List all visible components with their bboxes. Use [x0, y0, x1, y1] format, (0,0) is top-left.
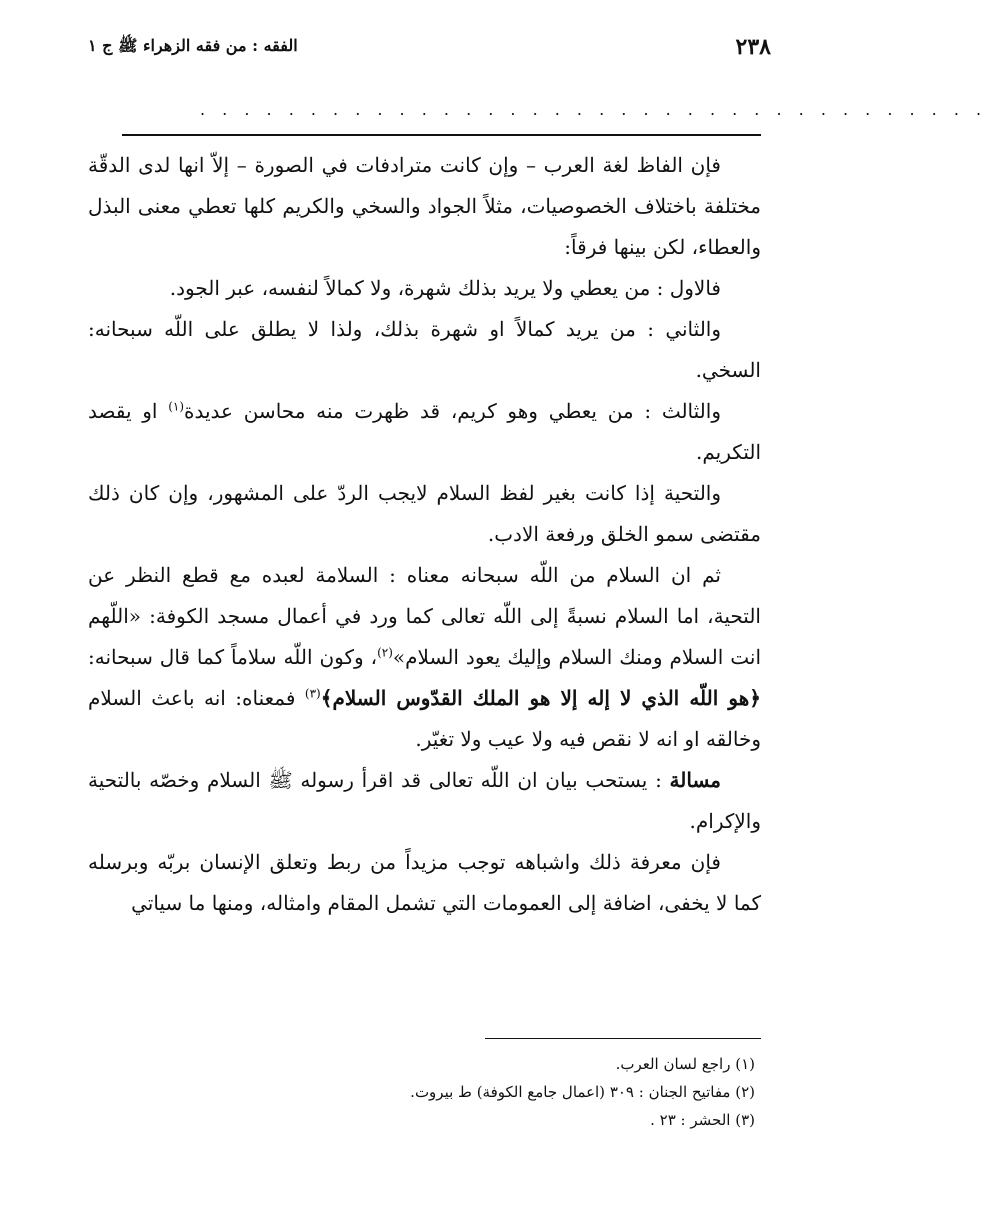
page-header — [88, 30, 771, 64]
footnote: (٢) مفاتيح الجنان : ٣٠٩ (اعمال جامع الكوفة) ط بيروت. — [410, 1083, 755, 1101]
quran-quote: ﴿هو اللّه الذي لا إله إلا هو الملك القدّوس السلام﴾ — [320, 686, 761, 710]
main-text — [88, 145, 761, 924]
footnote-rule — [485, 1038, 761, 1039]
paragraph — [88, 760, 761, 842]
footnote-ref: (١) — [168, 399, 185, 414]
paragraph-text: : يستحب بيان ان اللّه تعالى قد اقرأ رسوله ﷺ السلام وخصّه بالتحية والإكرام. — [88, 768, 761, 833]
paragraph: والثاني : من يريد كمالاً او شهرة بذلك، ولذا لا يطلق على اللّه سبحانه: السخي. — [88, 317, 761, 382]
paragraph-text: او يقصد التكريم. — [88, 399, 761, 464]
footnote-ref: (٣) — [304, 686, 321, 701]
footnotes — [88, 1050, 755, 1134]
paragraph-text: والثالث : من يعطي وهو كريم، قد ظهرت منه محاسن عديدة — [184, 399, 721, 423]
issue-label: مسالة — [669, 768, 721, 792]
footnote: (١) راجع لسان العرب. — [615, 1055, 755, 1073]
page-number: ٢٣٨ — [735, 34, 771, 60]
footnote: (٣) الحشر : ٢٣ . — [650, 1111, 755, 1129]
running-title: الفقه : من فقه الزهراء ﷺ ج ١ — [88, 35, 298, 55]
paragraph: فالاول : من يعطي ولا يريد بذلك شهرة، ولا كمالاً لنفسه، عبر الجود. — [169, 276, 721, 300]
paragraph: والتحية إذا كانت بغير لفظ السلام لايجب الردّ على المشهور، وإن كان ذلك مقتضى سمو الخلق ورفعة الادب. — [88, 481, 761, 546]
paragraph-text: ثم ان السلام من اللّه سبحانه معناه : السلامة لعبده مع قطع النظر عن التحية، اما السلام نسبةً إلى اللّه تعالى كما ورد في أعمال مسجد الكوفة: «اللّهم انت السلام ومنك السلام وإليك يعود السلام» — [88, 563, 762, 669]
paragraph: فإن معرفة ذلك واشباهه توجب مزيداً من ربط وتعلق الإنسان بربّه وبرسله كما لا يخفى، اضافة إلى العمومات التي تشمل المقام وامثاله، ومنها ما سياتي — [88, 850, 761, 915]
top-rule — [88, 134, 761, 136]
paragraph: فإن الفاظ لغة العرب – وإن كانت مترادفات في الصورة – إلاّ انها لدى الدقّة مختلفة باختلاف الخصوصيات، مثلاً الجواد والسخي والكريم كلها تعطي معنى البذل والعطاء، لكن بينها فرقاً: — [88, 153, 761, 259]
paragraph-text: فمعناه: انه باعث السلام وخالقه او انه لا نقص فيه ولا عيب ولا تغيّر. — [88, 686, 761, 751]
paragraph — [88, 555, 761, 760]
paragraph-text: ، وكون اللّه سلاماً كما قال سبحانه: — [88, 645, 378, 669]
footnote-ref: (٢) — [377, 645, 393, 660]
dotted-separator: . . . . . . . . . . . . . . . . . . . . . . . . . . . . . . . . . . . . — [200, 100, 987, 119]
top-rule-gap — [88, 134, 122, 136]
paragraph — [88, 391, 761, 473]
